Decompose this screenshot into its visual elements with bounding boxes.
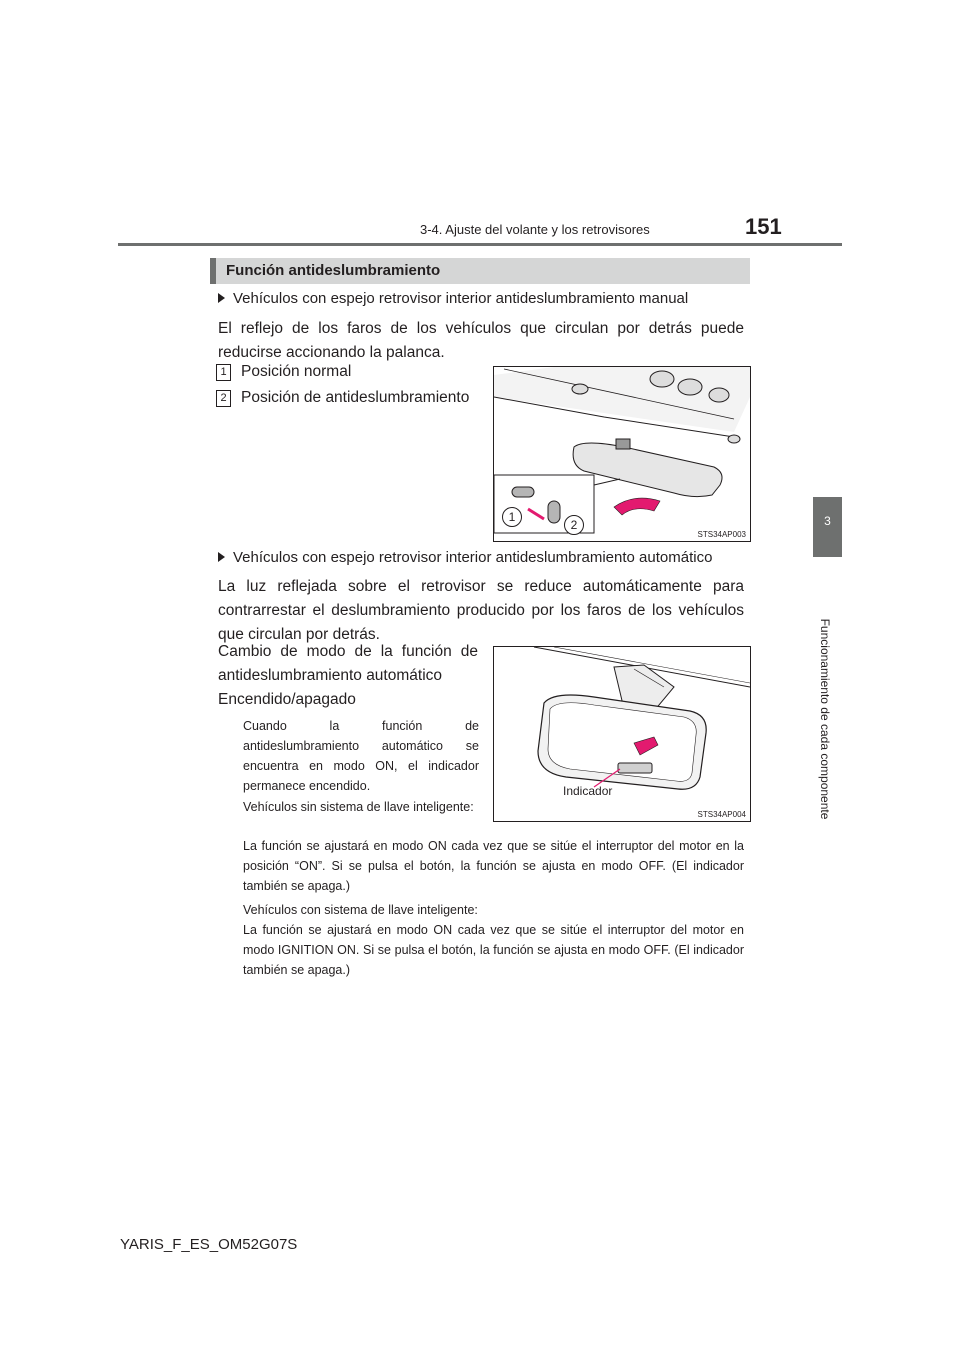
document-code: YARIS_F_ES_OM52G07S xyxy=(120,1236,298,1253)
manual-bullet-text: Vehículos con espejo retrovisor interior antideslumbramiento manual xyxy=(233,290,689,307)
automatic-mirror-figure xyxy=(493,646,751,822)
number-box: 1 xyxy=(216,364,231,381)
page-number: 151 xyxy=(745,214,782,239)
triangle-bullet-icon xyxy=(218,552,225,562)
section-title: Función antideslumbramiento xyxy=(226,262,441,279)
section-heading-bar xyxy=(210,258,750,284)
section-heading-accent xyxy=(210,258,216,284)
list-item-text: Posición normal xyxy=(241,363,352,380)
manual-mirror-illustration xyxy=(494,367,750,541)
mode-subheading: Encendido/apagado xyxy=(218,691,356,708)
triangle-bullet-icon xyxy=(218,293,225,303)
chapter-title: Funcionamiento de cada componente xyxy=(818,618,832,820)
callout-1: 1 xyxy=(502,507,522,527)
automatic-bullet-text: Vehículos con espejo retrovisor interior antideslumbramiento automático xyxy=(233,549,713,566)
header-section-title: 3-4. Ajuste del volante y los retrovisores xyxy=(420,222,650,237)
manual-mirror-figure xyxy=(493,366,751,542)
callout-2: 2 xyxy=(564,515,584,535)
automatic-bullet xyxy=(218,549,712,566)
figure-code: STS34AP003 xyxy=(697,530,746,539)
list-item xyxy=(216,363,351,381)
mode-heading: Cambio de modo de la función de antideslumbramiento automático xyxy=(218,643,478,684)
list-item xyxy=(216,389,469,407)
automatic-mirror-illustration xyxy=(494,647,750,821)
note-smart-key-title: Vehículos con sistema de llave inteligente: xyxy=(243,903,478,917)
list-item-text: Posición de antideslumbramiento xyxy=(241,389,470,406)
note-no-smart-key-text: La función se ajustará en modo ON cada vez que se sitúe el interruptor del motor en la posición “ON”. Si se pulsa el botón, la función se ajusta en modo OFF. (El indicador también se apaga.) xyxy=(243,839,744,893)
manual-bullet xyxy=(218,290,688,307)
note-smart-key-text: La función se ajustará en modo ON cada vez que se sitúe el interruptor del motor en modo IGNITION ON. Si se pulsa el botón, la función se ajusta en modo OFF. (El indicador también se apaga.) xyxy=(243,923,744,977)
header-rule xyxy=(118,243,842,246)
chapter-tab: 3 xyxy=(813,497,842,557)
manual-paragraph: El reflejo de los faros de los vehículos que circulan por detrás puede reducirse accionando la palanca. xyxy=(218,320,744,361)
figure-code: STS34AP004 xyxy=(697,810,746,819)
note-indicator-on: Cuando la función de antideslumbramiento automático se encuentra en modo ON, el indicador permanece encendido. xyxy=(243,719,479,793)
indicator-label: Indicador xyxy=(563,784,613,798)
note-no-smart-key-title: Vehículos sin sistema de llave inteligente: xyxy=(243,800,474,814)
automatic-paragraph: La luz reflejada sobre el retrovisor se reduce automáticamente para contrarrestar el deslumbramiento producido por los faros de los vehículos que circulan por detrás. xyxy=(218,578,744,643)
chapter-side-label xyxy=(805,562,832,872)
number-box: 2 xyxy=(216,390,231,407)
